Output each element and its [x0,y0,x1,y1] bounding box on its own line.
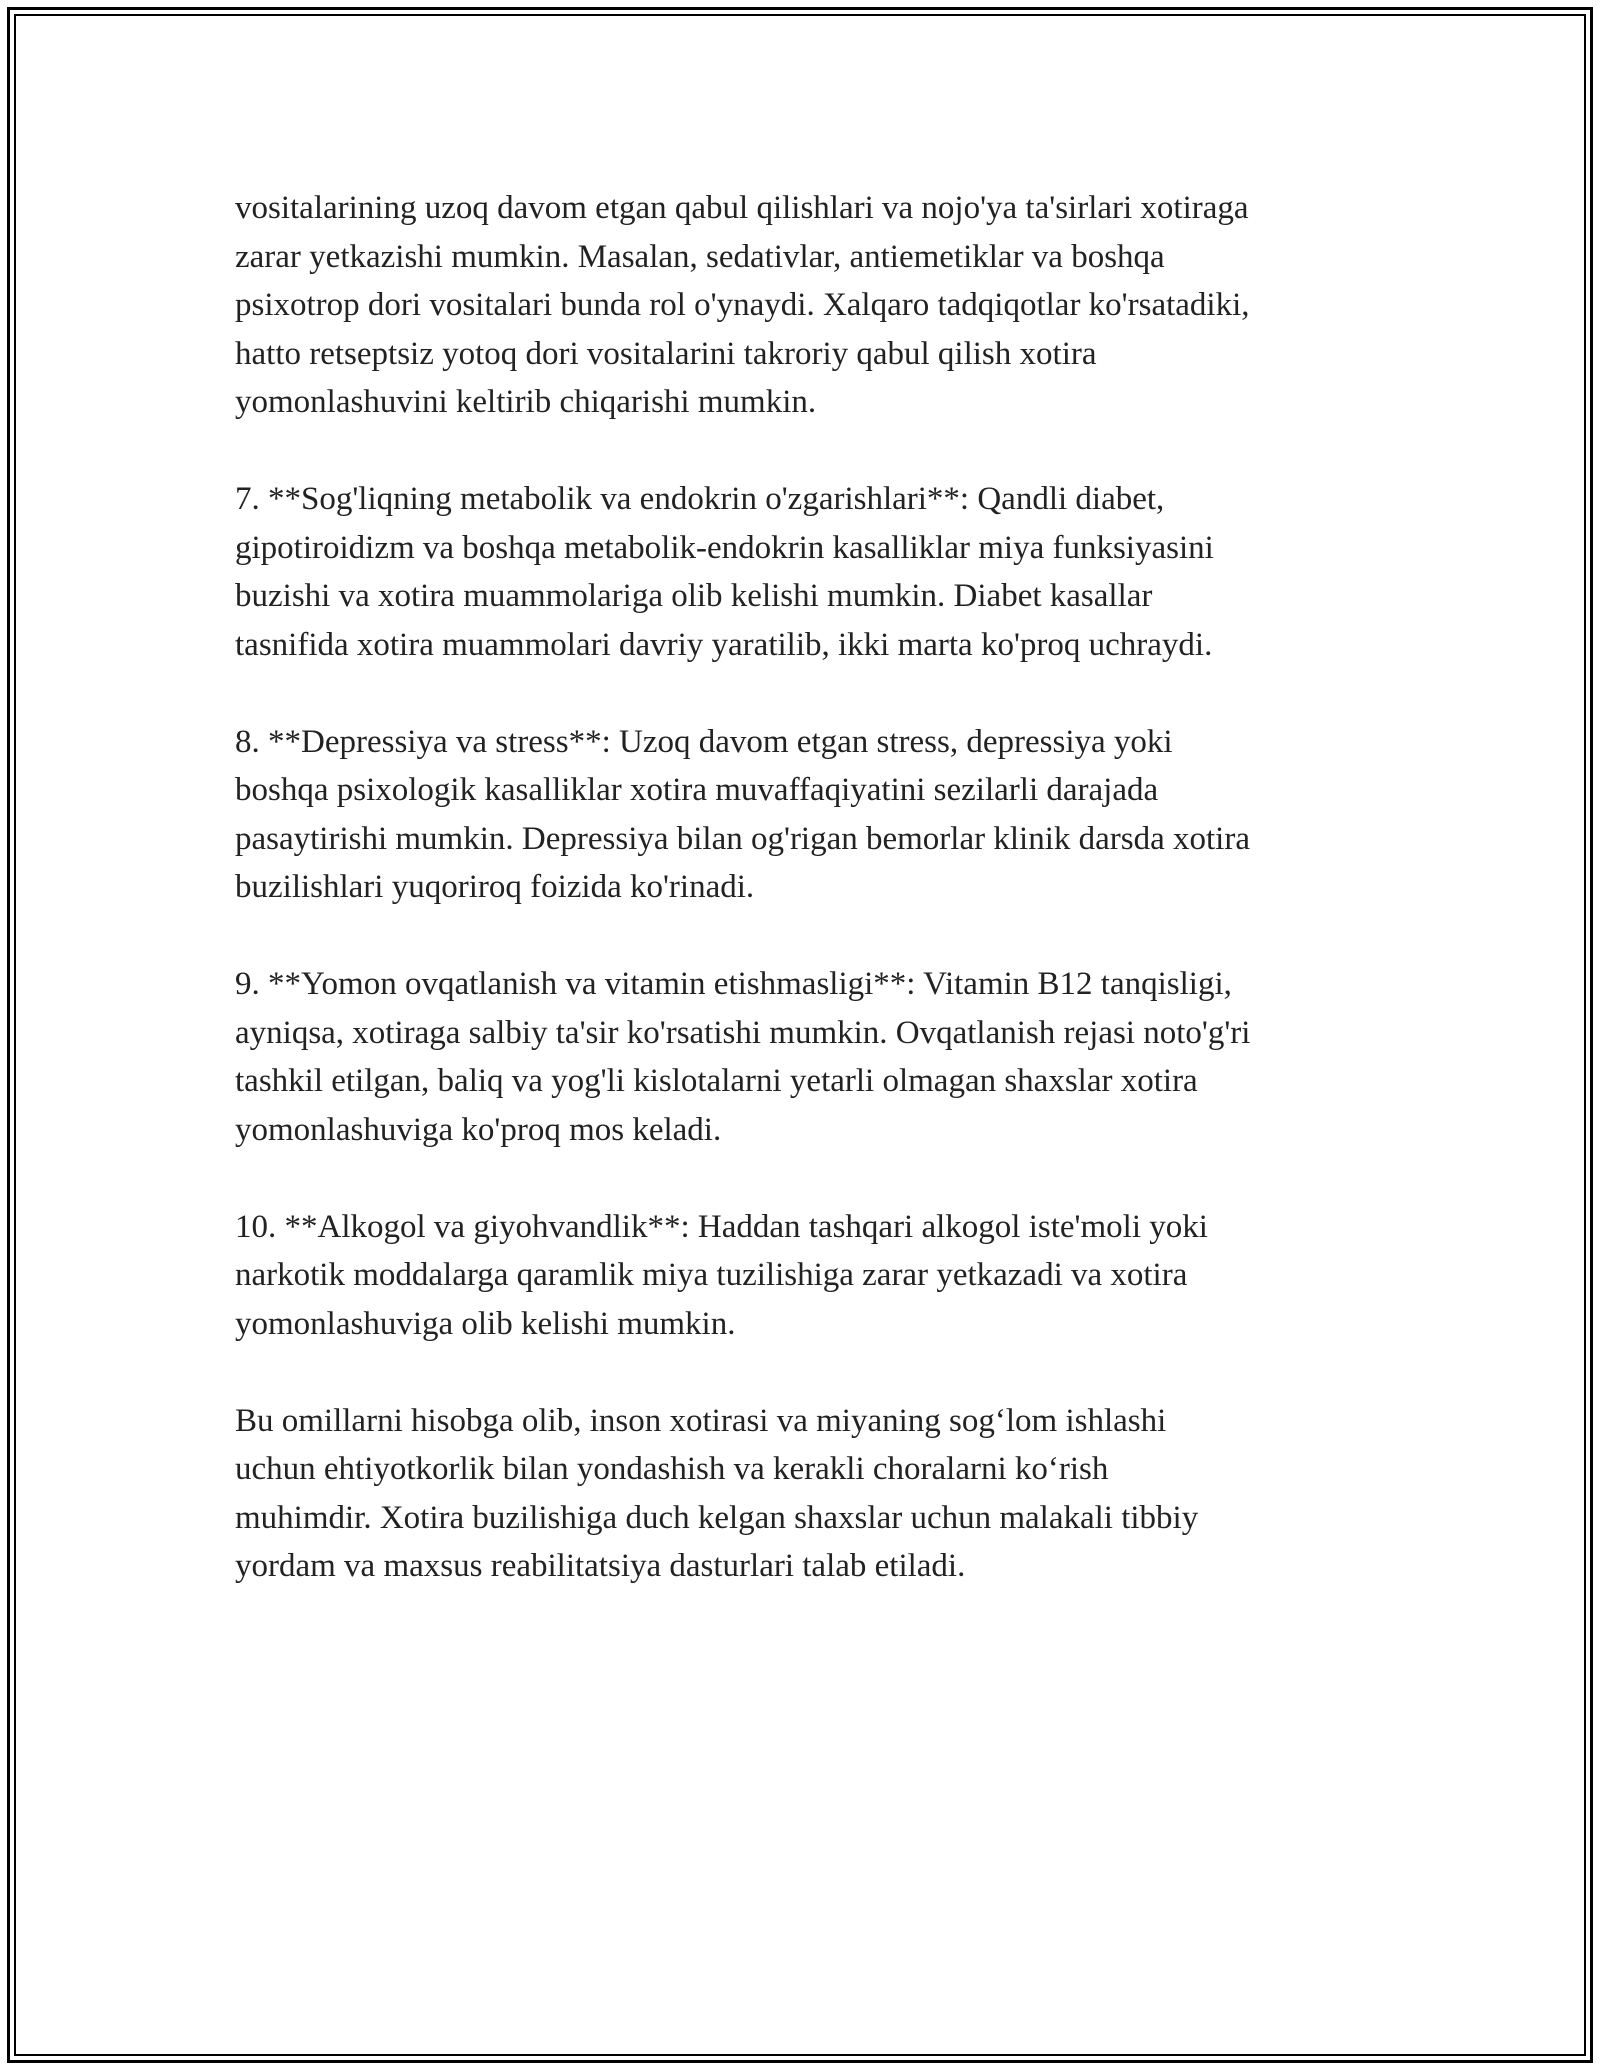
paragraph-metabolic-endocrine: 7. **Sog'liqning metabolik va endokrin o'zgarishlari**: Qandli diabet, gipotiroidizm va boshqa metabolik-endokrin kasalliklar miya funksiyasini buzishi va xotira muammolariga olib kelishi mumkin. Diabet kasallar tasnifida xotira muammolari davriy yaratilib, ikki marta ko'proq uchraydi. [235,481,1214,663]
document-body [235,184,1375,1639]
paragraph-depression-stress: 8. **Depressiya va stress**: Uzoq davom etgan stress, depressiya yoki boshqa psixologik kasalliklar xotira muvaffaqiyatini sezilarli darajada pasaytirishi mumkin. Depressiya bilan og'rigan bemorlar klinik darsda xotira buzilishlari yuqoriroq foizida ko'rinadi. [235,723,1250,905]
paragraph-medication-side-effects: vositalarining uzoq davom etgan qabul qilishlari va nojo'ya ta'sirlari xotiraga zarar yetkazishi mumkin. Masalan, sedativlar, antiemetiklar va boshqa psixotrop dori vositalari bunda rol o'ynaydi. Xalqaro tadqiqotlar ko'rsatadiki, hatto retseptsiz yotoq dori vositalarini takroriy qabul qilish xotira yomonlashuvini keltirib chiqarishi mumkin. [235,190,1250,420]
paragraph-nutrition-vitamins: 9. **Yomon ovqatlanish va vitamin etishmasligi**: Vitamin B12 tanqisligi, ayniqsa, xotiraga salbiy ta'sir ko'rsatishi mumkin. Ovqatlanish rejasi noto'g'ri tashkil etilgan, baliq va yog'li kislotalarni yetarli olmagan shaxslar xotira yomonlashuviga ko'proq mos keladi. [235,966,1251,1148]
paragraph-alcohol-drugs: 10. **Alkogol va giyohvandlik**: Haddan tashqari alkogol iste'moli yoki narkotik moddalarga qaramlik miya tuzilishiga zarar yetkazadi va xotira yomonlashuviga olib kelishi mumkin. [235,1208,1208,1342]
paragraph-conclusion: Bu omillarni hisobga olib, inson xotirasi va miyaning sog‘lom ishlashi uchun ehtiyotkorlik bilan yondashish va kerakli choralarni ko‘rish muhimdir. Xotira buzilishiga duch kelgan shaxslar uchun malakali tibbiy yordam va maxsus reabilitatsiya dasturlari talab etiladi. [235,1402,1199,1584]
